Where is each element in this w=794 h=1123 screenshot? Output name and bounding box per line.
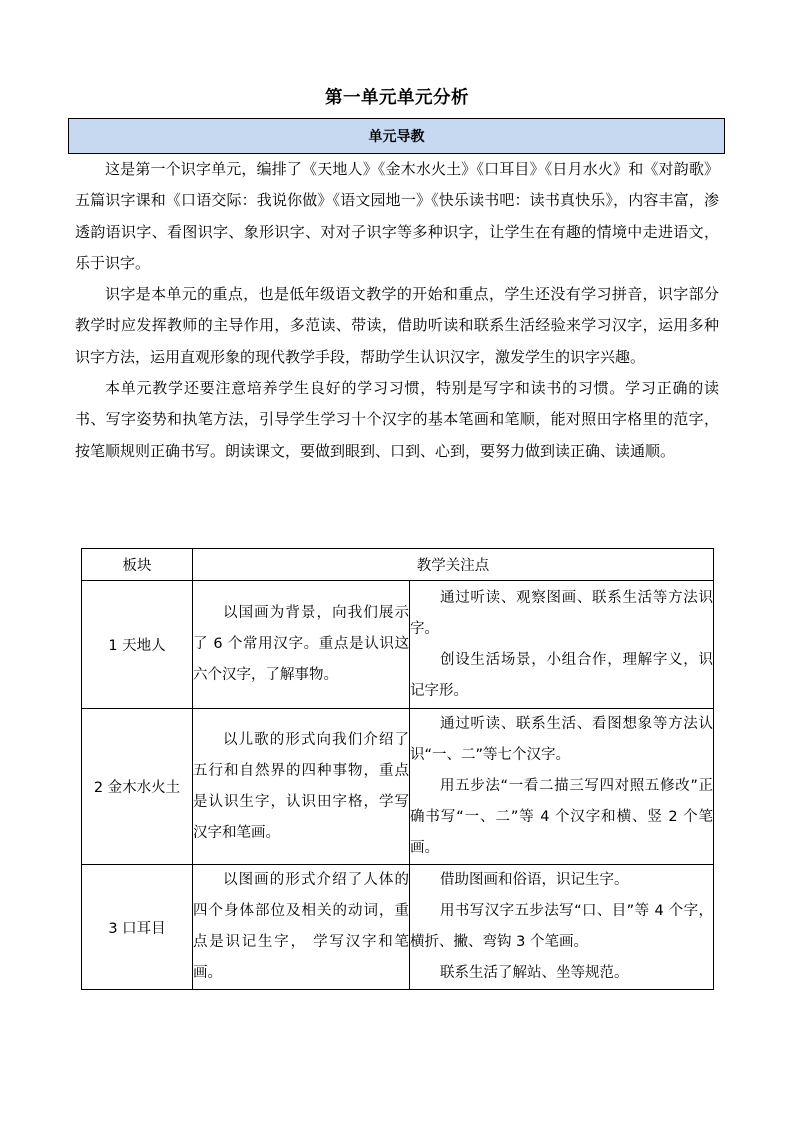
section-banner xyxy=(68,118,725,154)
intro-paragraph: 识字是本单元的重点，也是低年级语文教学的开始和重点，学生还没有学习拼音，识字部分教学时应发挥教师的主导作用，多范读、带读，借助听读和联系生活经验来学习汉字，运用多种识字方法，运用直观形象的现代教学手段，帮助学生认识汉字，激发学生的识字兴趣。 xyxy=(75,285,719,366)
row-focus xyxy=(410,865,714,990)
row-block-name: 2 金木水火土 xyxy=(82,709,193,865)
header-block: 板块 xyxy=(82,549,193,581)
section-banner-label: 单元导教 xyxy=(368,129,425,145)
intro-paragraph: 本单元教学还要注意培养学生良好的学习习惯，特别是写字和读书的习惯。学习正确的读书、写字姿势和执笔方法，引导学生学习十个汉字的基本笔画和笔顺，能对照田字格里的范字，按笔顺规则正确书写。朗读课文，要做到眼到、口到、心到，要努力做到读正确、读通顺。 xyxy=(75,379,719,460)
unit-summary-table xyxy=(81,548,714,990)
row-focus-item: 联系生活了解站、坐等规范。 xyxy=(440,965,629,981)
row-focus xyxy=(410,581,714,709)
intro-text xyxy=(75,154,719,467)
page-title: 第一单元单元分析 xyxy=(325,88,469,108)
row-focus-item: 用五步法“一看二描三写四对照五修改”正确书写“一、二”等 4 个汉字和横、竖 2 个笔画。 xyxy=(410,778,713,856)
row-description xyxy=(193,581,410,709)
row-description-text: 以儿歌的形式向我们介绍了五行和自然界的四种事物，重点是认识生字，认识田字格，学写汉字和笔画。 xyxy=(193,731,409,841)
row-description-text: 以图画的形式介绍了人体的四个身体部位及相关的动词，重点是识记生字， 学写汉字和笔画。 xyxy=(193,872,409,981)
table-row xyxy=(82,709,714,865)
table-row xyxy=(82,581,714,709)
row-focus-item: 借助图画和俗语，识记生字。 xyxy=(440,872,629,888)
row-block-name: 3 口耳目 xyxy=(82,865,193,990)
row-description xyxy=(193,709,410,865)
intro-paragraph: 这是第一个识字单元，编排了《天地人》《金木水火土》《口耳目》《日月水火》和《对韵歌》五篇识字课和《口语交际：我说你做》《语文园地一》《快乐读书吧：读书真快乐》，内容丰富，渗透韵语识字、看图识字、象形识字、对对子识字等多种识字，让学生在有趣的情境中走进语文，乐于识字。 xyxy=(75,160,719,272)
row-block-name: 1 天地人 xyxy=(82,581,193,709)
header-focus: 教学关注点 xyxy=(193,549,714,581)
row-focus-item: 通过听读、观察图画、联系生活等方法识字。 xyxy=(410,589,713,637)
table-row xyxy=(82,865,714,990)
row-description-text: 以国画为背景，向我们展示了 6 个常用汉字。重点是认识这六个汉字，了解事物。 xyxy=(193,605,409,683)
row-description xyxy=(193,865,410,990)
row-focus-item: 创设生活场景，小组合作，理解字义，识记字形。 xyxy=(410,651,713,699)
table-header-row xyxy=(82,549,714,581)
row-focus-item: 通过听读、联系生活、看图想象等方法认识“一、二”等七个汉字。 xyxy=(410,716,713,763)
row-focus-item: 用书写汉字五步法写“口、目”等 4 个字，横折、撇、弯钩 3 个笔画。 xyxy=(410,903,713,950)
row-focus xyxy=(410,709,714,865)
